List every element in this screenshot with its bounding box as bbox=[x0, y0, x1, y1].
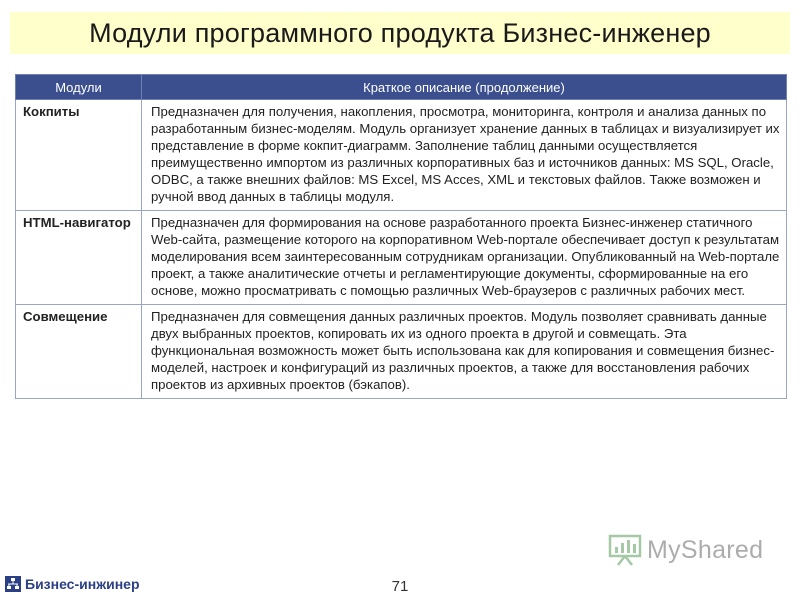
table-row bbox=[16, 305, 787, 399]
title-bar bbox=[10, 12, 790, 54]
module-description: Предназначен для совмещения данных различных проектов. Модуль позволяет сравнивать данные двух выбранных проектов, копировать их из одного проекта в другой и совмещать. Эта функциональная возможность может быть использована как для копирования и совмещения бизнес-моделей, настроек и конфигураций из различных проектов, а также для восстановления рабочих проектов из архивных проектов (бэкапов). bbox=[142, 305, 787, 399]
table-row bbox=[16, 211, 787, 305]
table-row bbox=[16, 100, 787, 211]
footer-brand bbox=[5, 576, 140, 592]
table-header-row bbox=[16, 75, 787, 100]
module-name: HTML-навигатор bbox=[16, 211, 142, 305]
column-header-modules: Модули bbox=[16, 75, 142, 100]
page-number: 71 bbox=[391, 578, 409, 595]
modules-table bbox=[15, 74, 787, 399]
column-header-description: Краткое описание (продолжение) bbox=[142, 75, 787, 100]
footer-brand-name: Бизнес-инжинер bbox=[25, 576, 140, 592]
presentation-board-icon bbox=[608, 533, 642, 567]
watermark-text: MyShared bbox=[647, 535, 764, 564]
module-name: Кокпиты bbox=[16, 100, 142, 211]
module-description: Предназначен для получения, накопления, просмотра, мониторинга, контроля и анализа данных по разработанным бизнес-моделям. Модуль организует хранение данных в таблицах и визуализирует их представление в форме кокпит-диаграмм. Заполнение таблиц данными осуществляется преимущественно импортом из различных корпоративных баз и источников данных: MS SQL, Oracle, ODBC, а также внешних файлов: MS Excel, MS Acces, XML и текстовых файлов. Также возможен и ручной ввод данных в таблицы модуля. bbox=[142, 100, 787, 211]
org-chart-icon bbox=[5, 576, 21, 592]
page-title: Модули программного продукта Бизнес-инженер bbox=[89, 17, 711, 48]
watermark bbox=[608, 533, 763, 567]
module-description: Предназначен для формирования на основе разработанного проекта Бизнес-инженер статичного Web-сайта, размещение которого на корпоративном Web-портале обеспечивает доступ к результатам моделирования всем заинтересованным сотрудникам организации. Опубликованный на Web-портале проект, а также аналитические отчеты и регламентирующие документы, сформированные на его основе, можно просматривать с помощью различных Web-браузеров с различных рабочих мест. bbox=[142, 211, 787, 305]
module-name: Совмещение bbox=[16, 305, 142, 399]
